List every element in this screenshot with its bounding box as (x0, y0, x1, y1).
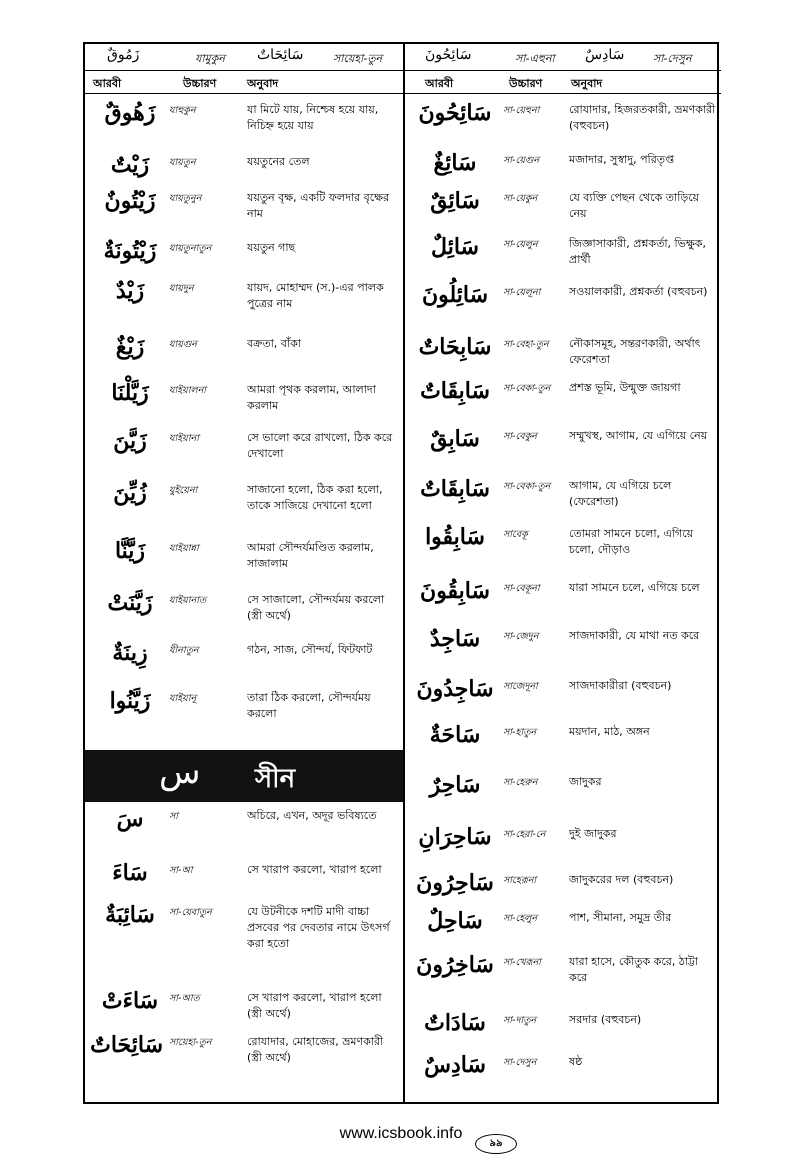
header-pron: সা-এহুনা (515, 52, 555, 65)
entry-pronunciation: যাইয়ান্না (169, 543, 199, 554)
section-banner (85, 750, 403, 802)
entry-arabic: سَاجِدٌ (429, 626, 481, 652)
right-header-words (405, 44, 721, 71)
header-arabic-word: سَائِحَاتٌ (257, 47, 304, 63)
header-pron: সা-দেসুন (653, 52, 692, 65)
entry-arabic: سَ (116, 806, 144, 832)
entry-pronunciation: সা-য়েবাতুন (169, 907, 212, 918)
page-number: ৯৯ (475, 1134, 517, 1154)
entry-meaning: যারা সামনে চলে, এগিয়ে চলে (569, 581, 700, 594)
entry-arabic: سَاحِلٌ (427, 908, 483, 934)
entry-arabic: زَيَّنَّا (114, 538, 146, 564)
entry-pronunciation: সা-য়েলুন (503, 239, 538, 250)
entry-arabic: سَاخِرُونَ (416, 952, 494, 978)
footer-url: www.icsbook.info (339, 1125, 463, 1142)
entry-meaning: রোযাদার, হিজরতকারী, ভ্রমণকারী (বহুবচন) (569, 103, 716, 132)
entry-arabic: سَاحِرَانِ (418, 824, 492, 850)
entry-arabic: زَيَّنُوا (109, 688, 151, 714)
entry-meaning: যায়দ, মোহাম্মদ (স.)-এর পালক পুত্রের নাম (247, 281, 384, 310)
entry-meaning: প্রশস্ত ভূমি, উন্মুক্ত জায়গা (569, 381, 681, 394)
entry-pronunciation: যায়তুনুন (169, 193, 202, 204)
entry-meaning: দুই জাদুকর (569, 827, 617, 840)
col-header-arabic: আরবী (425, 77, 454, 90)
entry-pronunciation: সা-য়েলূনা (503, 287, 541, 298)
entry-meaning: অচিরে, এখন, অদূর ভবিষ্যতে (247, 809, 377, 822)
entry-arabic: زَيَّنَتْ (107, 590, 153, 616)
entry-pronunciation: যাহুকুন (169, 105, 196, 116)
entry-meaning: আগাম, যে এগিয়ে চলে (ফেরেশতা) (569, 479, 672, 508)
entry-meaning: গঠন, সাজ, সৌন্দর্য, ফিটফাট (247, 643, 373, 656)
entry-arabic: زَيْدٌ (115, 278, 145, 304)
right-column-headers (405, 71, 721, 94)
entry-pronunciation: সা-য়েহুনা (503, 105, 540, 116)
entry-arabic: زَيَّلْنَا (111, 380, 149, 406)
entry-meaning: সে ভালো করে রাখলো, ঠিক করে দেখালো (247, 431, 393, 460)
entry-arabic: سَاحَةٌ (429, 722, 481, 748)
entry-meaning: সাজদাকারী, যে মাথা নত করে (569, 629, 700, 642)
entry-meaning: তোমরা সামনে চলো, এগিয়ে চলো, দৌড়াও (569, 527, 694, 556)
col-header-meaning: অনুবাদ (571, 77, 603, 90)
entry-arabic: سَاءَ (112, 860, 148, 886)
entry-arabic: سَاءَتْ (101, 988, 159, 1014)
entry-pronunciation: সা-জেদুন (503, 631, 539, 642)
right-column (403, 44, 721, 1102)
entry-pronunciation: সা-আ (169, 865, 193, 876)
entry-arabic: سَائِبَةٌ (105, 902, 155, 928)
entry-pronunciation: সাজেদূনা (503, 681, 538, 692)
entry-arabic: زَيْغٌ (115, 334, 145, 360)
entry-pronunciation: সা-দেসুন (503, 1057, 537, 1068)
entry-arabic: سَابِقَاتٌ (420, 476, 490, 502)
entry-pronunciation: যাইয়ানা (169, 433, 199, 444)
left-header-words (85, 44, 403, 71)
header-arabic-word: سَائِحُونَ (425, 47, 472, 63)
entry-meaning: সে খারাপ করলো, খারাপ হলো (স্ত্রী অর্থে) (247, 991, 382, 1020)
entry-arabic: سَائِغٌ (433, 150, 477, 176)
entry-pronunciation: সা-বেকা-তুন (503, 481, 551, 492)
entry-pronunciation: সা-বেকুন (503, 431, 537, 442)
entry-arabic: زَيْتُونَةٌ (103, 238, 157, 264)
entry-meaning: যয়তুন গাছ (247, 241, 296, 254)
entry-arabic: سَائِحَاتٌ (90, 1032, 163, 1058)
entry-arabic: سَائِقٌ (430, 188, 480, 214)
entry-arabic: زُيِّنَ (113, 480, 147, 506)
entry-arabic: سَائِلٌ (431, 234, 479, 260)
entry-meaning: নৌকাসমূহ, সন্তরণকারী, অর্থাৎ ফেরেশতা (569, 337, 701, 366)
entry-arabic: سَائِحُونَ (418, 100, 492, 126)
entry-pronunciation: সা-হেলুন (503, 913, 538, 924)
entry-arabic: سَاحِرُونَ (416, 870, 494, 896)
entry-meaning: আমরা সৌন্দর্যমণ্ডিত করলাম, সাজালাম (247, 541, 374, 570)
entry-pronunciation: যীনাতুন (169, 645, 199, 656)
entry-meaning: সওয়ালকারী, প্রশ্নকর্তা (বহুবচন) (569, 285, 708, 298)
entry-meaning: জাদুকরের দল (বহুবচন) (569, 873, 674, 886)
entry-arabic: سَادِسٌ (424, 1052, 486, 1078)
entry-pronunciation: সা-হেরা-নে (503, 829, 546, 840)
entry-pronunciation: সা-দাতুন (503, 1015, 537, 1026)
entry-pronunciation: সা-য়েকুন (503, 193, 538, 204)
entry-pronunciation: সায়েহা-তুন (169, 1037, 212, 1048)
entry-meaning: তারা ঠিক করলো, সৌন্দর্যময় করলো (247, 691, 371, 720)
entry-arabic: سَاحِرٌ (429, 772, 481, 798)
entry-arabic: زَيَّنَ (113, 428, 147, 454)
entry-meaning: সে খারাপ করলো, খারাপ হলো (247, 863, 382, 876)
entry-pronunciation: সা-বেকা-তুন (503, 383, 551, 394)
entry-pronunciation: যুইয়েনা (169, 485, 198, 496)
entry-meaning: ষষ্ঠ (569, 1055, 583, 1068)
entry-meaning: জিজ্ঞাসাকারী, প্রশ্নকর্তা, ভিক্ষুক, প্রার্থী (569, 237, 706, 266)
entry-meaning: যে ব্যক্তি পেছন থেকে তাড়িয়ে নেয় (569, 191, 700, 220)
entry-meaning: যয়তুনের তেল (247, 155, 310, 168)
entry-arabic: سَابِقٌ (430, 426, 480, 452)
entry-arabic: سَادَاتٌ (424, 1010, 486, 1036)
entry-pronunciation: সা-হাতুন (503, 727, 537, 738)
entry-meaning: রোযাদার, মোহাজের, ভ্রমণকারী (স্ত্রী অর্থে) (247, 1035, 384, 1064)
entry-arabic: سَابِقُونَ (420, 578, 490, 604)
header-pron: যামুকুন (195, 52, 225, 65)
entry-meaning: যা মিটে যায়, নিশ্চেষ হয়ে যায়, নিচিহ্ন হয়ে যায় (247, 103, 379, 132)
entry-arabic: زَهُوقٌ (104, 100, 156, 126)
header-pron: সায়েহা-তুন (333, 52, 383, 65)
entry-meaning: সাজানো হলো, ঠিক করা হলো, তাকে সাজিয়ে দেখানো হলো (247, 483, 383, 512)
entry-arabic: زَيْتُونٌ (104, 188, 156, 214)
header-arabic-word: زَمُوقٌ (107, 47, 140, 63)
entry-meaning: সম্মুখস্থ, আগাম, যে এগিয়ে নেয় (569, 429, 708, 442)
entry-pronunciation: যায়তুনাতুন (169, 243, 212, 254)
entry-pronunciation: সা-বেকূনা (503, 583, 540, 594)
section-letter-name: সীন (255, 764, 296, 794)
entry-pronunciation: সাহেরূনা (503, 875, 537, 886)
entry-meaning: যয়তুন বৃক্ষ, একটি ফলদার বৃক্ষের নাম (247, 191, 390, 220)
section-letter-arabic: س (159, 752, 201, 792)
entry-meaning: যারা হাসে, কৌতুক করে, ঠাট্টা করে (569, 955, 699, 984)
entry-pronunciation: যায়তুন (169, 157, 196, 168)
entry-meaning: জাদুকর (569, 775, 602, 788)
entry-arabic: سَائِلُونَ (421, 282, 489, 308)
entry-meaning: সরদার (বহুবচন) (569, 1013, 642, 1026)
entry-pronunciation: সা-আত (169, 993, 200, 1004)
left-column (85, 44, 403, 1102)
entry-meaning: ময়দান, মাঠ, অঙ্গন (569, 725, 650, 738)
left-column-headers (85, 71, 403, 94)
col-header-meaning: অনুবাদ (247, 77, 279, 90)
entry-pronunciation: যায়দুন (169, 283, 194, 294)
entry-arabic: سَابِقَاتٌ (420, 378, 490, 404)
entry-meaning: মজাদার, সুস্বাদু, পরিতৃপ্ত (569, 153, 675, 166)
entry-pronunciation: সা-খেরূনা (503, 957, 541, 968)
entry-pronunciation: যাইয়ানূ (169, 693, 197, 704)
col-header-pron: উচ্চারণ (183, 77, 217, 90)
entry-pronunciation: সা-য়েগুন (503, 155, 540, 166)
entry-pronunciation: যায়গুন (169, 339, 197, 350)
entry-meaning: সাজদাকারীরা (বহুবচন) (569, 679, 672, 692)
entry-pronunciation: যাইয়ালনা (169, 385, 207, 396)
entry-arabic: سَاجِدُونَ (416, 676, 494, 702)
entry-arabic: زِينَةٌ (112, 640, 148, 666)
col-header-arabic: আরবী (93, 77, 122, 90)
entry-meaning: আমরা পৃথক করলাম, আলাদা করলাম (247, 383, 376, 412)
entry-pronunciation: যাইয়ানাত (169, 595, 207, 606)
entry-pronunciation: সা (169, 811, 179, 822)
entry-arabic: سَابِقُوا (425, 524, 485, 550)
entry-arabic: زَيْتٌ (110, 152, 150, 178)
entry-meaning: বক্রতা, বাঁকা (247, 337, 301, 350)
entry-pronunciation: সাবেকূ (503, 529, 528, 540)
header-arabic-word: سَادِسٌ (585, 47, 625, 63)
col-header-pron: উচ্চারণ (509, 77, 543, 90)
entry-meaning: যে উটনীকে দশটি মাদী বাচ্চা প্রসবের পর দেবতার নামে উৎসর্গ করা হতো (247, 905, 390, 950)
entry-pronunciation: সা-হেরুন (503, 777, 538, 788)
entry-meaning: পাশ, সীমানা, সমুদ্র তীর (569, 911, 672, 924)
entry-meaning: সে সাজালো, সৌন্দর্যময় করলো (স্ত্রী অর্থে) (247, 593, 385, 622)
entry-arabic: سَابِحَاتٌ (418, 334, 492, 360)
entry-pronunciation: সা-বেহা-তুন (503, 339, 549, 350)
